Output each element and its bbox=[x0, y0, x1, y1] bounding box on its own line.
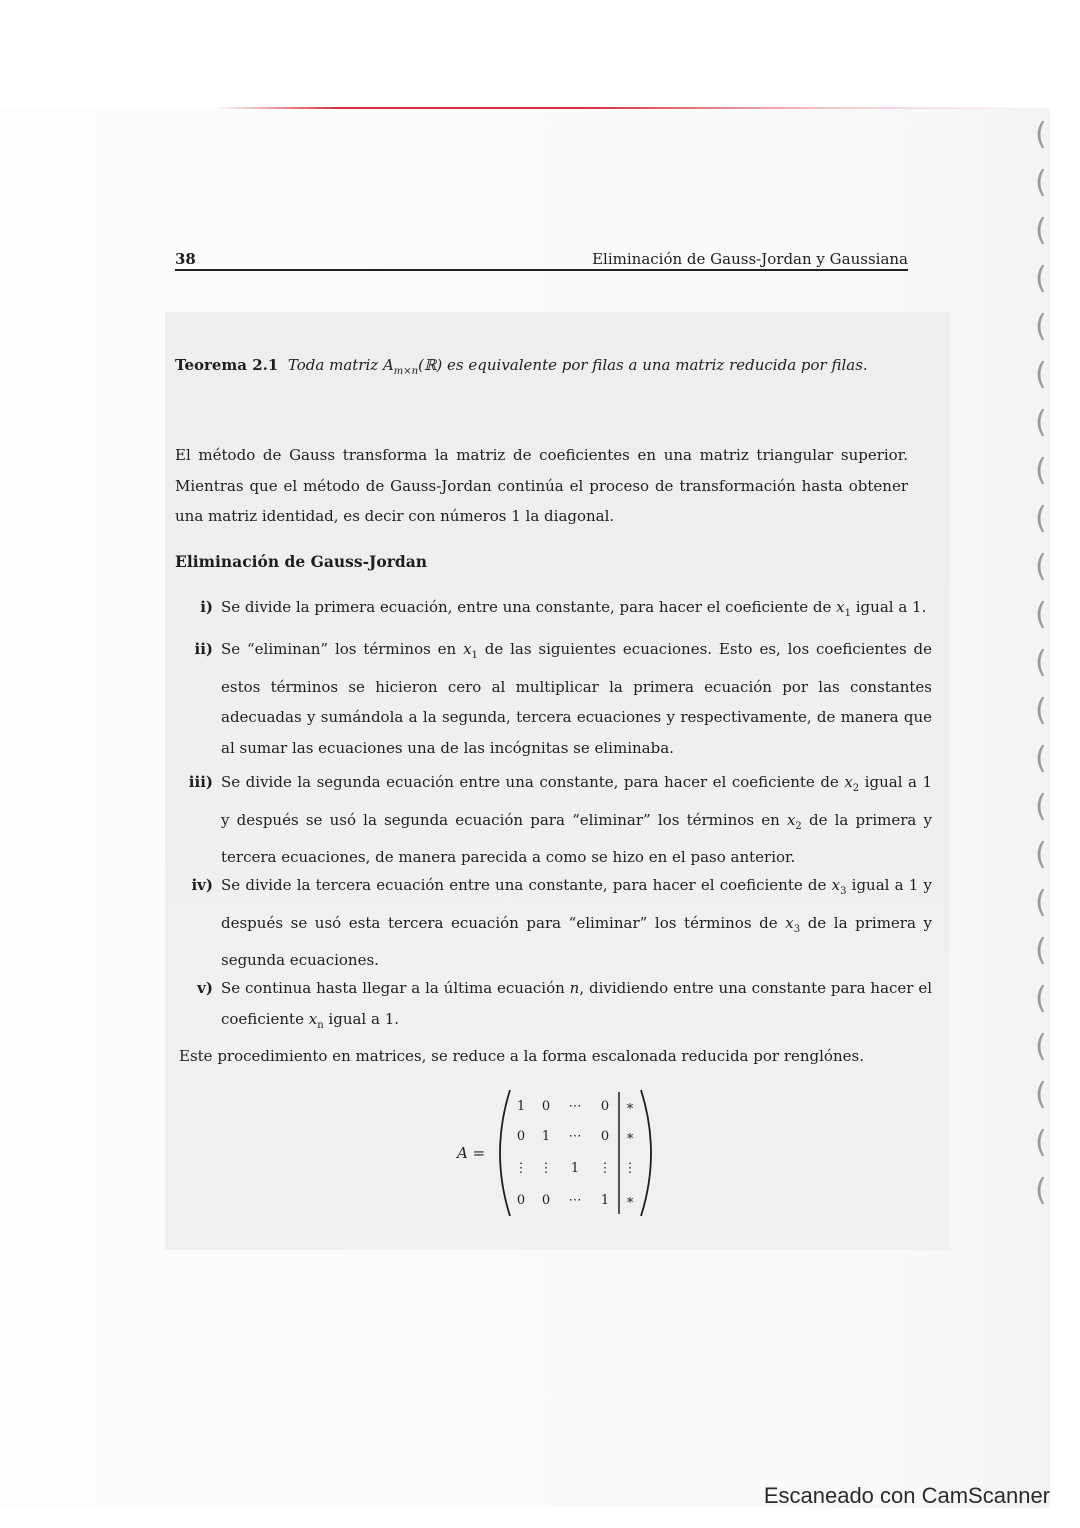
matrix-cell: ∗ bbox=[625, 1099, 635, 1114]
right-paren bbox=[641, 1090, 651, 1216]
matrix-figure bbox=[455, 1088, 665, 1218]
matrix-cell: 0 bbox=[541, 1193, 551, 1208]
running-title: Eliminación de Gauss-Jordan y Gaussiana bbox=[592, 250, 908, 268]
matrix-label: A = bbox=[457, 1144, 486, 1162]
matrix-cell: ∗ bbox=[625, 1193, 635, 1208]
matrix-cell: ⋯ bbox=[568, 1099, 582, 1114]
intro-paragraph: El método de Gauss transforma la matriz de coeficientes en una matriz triangular superior. Mientras que el método de Gauss-Jordan continúa el proceso de transformación hasta obtener una matriz identidad, es decir con números 1 la diagonal. bbox=[175, 446, 908, 525]
page-number: 38 bbox=[175, 250, 196, 268]
step-item: ii) Se “eliminan” los términos en $x_1$ de las siguientes ecuaciones. Esto es, los coeficientes de estos términos se hicieron cero al multiplicar la primera ecuación por las constantes adecuadas y sumándola a la segunda, tercera ecuaciones y respectivamente, de manera que al sumar las ecuaciones una de las incógnitas se eliminaba. bbox=[194, 640, 932, 757]
matrix-cell: ⋮ bbox=[514, 1161, 528, 1176]
step-item: iii) Se divide la segunda ecuación entre una constante, para hacer el coeficiente de $x_2$ igual a 1 y después se usó la segunda ecuación para “eliminar” los términos en $x_2$ de la primera y tercera ecuaciones, de manera parecida a como se hizo en el paso anterior. bbox=[188, 773, 932, 866]
binding-rings: ( ( ( ( ( ( ( ( ( ( ( ( ( ( ( ( ( ( ( ( ( ( ( bbox=[1035, 117, 1047, 1208]
step-item: iv) Se divide la tercera ecuación entre una constante, para hacer el coeficiente de $x_3$ igual a 1 y después se usó esta tercera ecuación para “eliminar” los términos de $x_3$ de la primera y segunda ecuaciones. bbox=[191, 876, 932, 969]
matrix-cell: ⋮ bbox=[598, 1161, 612, 1176]
step-item: v) Se continua hasta llegar a la última ecuación n, dividiendo entre una constante para hacer el coeficiente $x_n$ igual a 1. bbox=[197, 979, 933, 1031]
section-title: Eliminación de Gauss-Jordan bbox=[175, 552, 428, 571]
theorem-body: Toda matriz $A_{m\times n}(ℝ)$ es equivalente por filas a una matriz reducida por filas. bbox=[287, 356, 868, 377]
matrix-cell: 1 bbox=[541, 1129, 551, 1144]
matrix-cell: 0 bbox=[600, 1129, 610, 1144]
matrix-cell: 1 bbox=[570, 1161, 580, 1176]
left-paren bbox=[500, 1090, 510, 1216]
header-rule bbox=[175, 269, 908, 271]
matrix-cell: 1 bbox=[516, 1099, 526, 1114]
top-red-line bbox=[215, 107, 1035, 109]
matrix-cell: 0 bbox=[516, 1129, 526, 1144]
matrix-cell: ∗ bbox=[625, 1129, 635, 1144]
matrix-equation bbox=[455, 1088, 665, 1218]
matrix-cell: ⋮ bbox=[623, 1161, 637, 1176]
step-item: i) Se divide la primera ecuación, entre una constante, para hacer el coeficiente de $x_1$ igual a 1. bbox=[200, 598, 927, 619]
matrix-cell: 0 bbox=[541, 1099, 551, 1114]
closing-sentence: Este procedimiento en matrices, se reduce a la forma escalonada reducida por renglónes. bbox=[179, 1047, 864, 1065]
matrix-cell: 0 bbox=[516, 1193, 526, 1208]
matrix-cell: 1 bbox=[600, 1193, 610, 1208]
matrix-cell: ⋯ bbox=[568, 1193, 582, 1208]
camscanner-watermark: Escaneado con CamScanner bbox=[763, 1483, 1050, 1508]
matrix-cell: 0 bbox=[600, 1099, 610, 1114]
matrix-cell: ⋯ bbox=[568, 1129, 582, 1144]
theorem-label: Teorema 2.1 bbox=[175, 356, 279, 374]
matrix-cell: ⋮ bbox=[539, 1161, 553, 1176]
theorem bbox=[175, 356, 915, 377]
